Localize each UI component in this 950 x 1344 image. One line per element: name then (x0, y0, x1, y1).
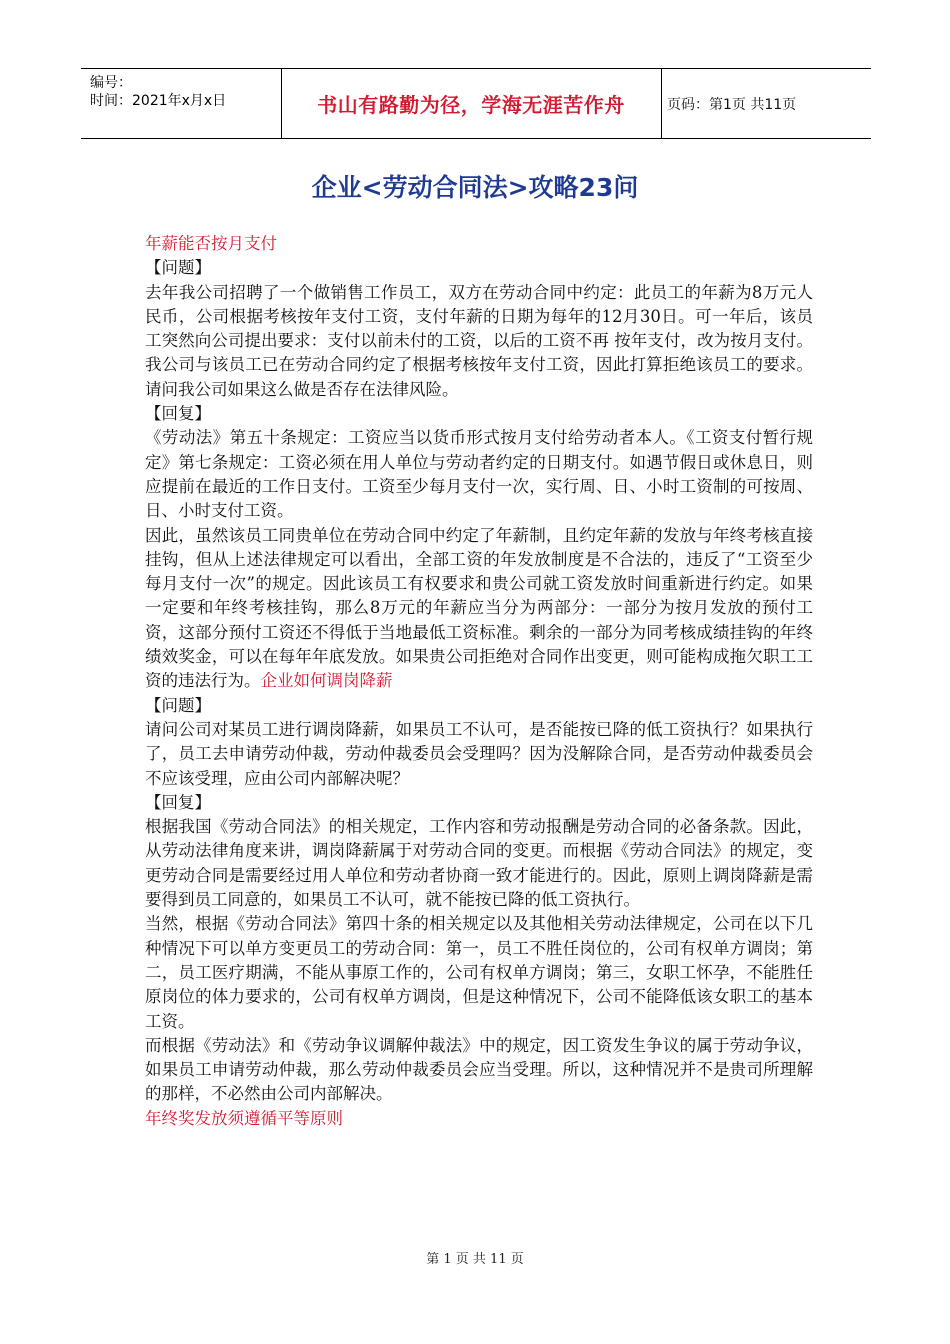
question-text: 去年我公司招聘了一个做销售工作员工，双方在劳动合同中约定：此员工的年薪为8万元人民币，公司根据考核按年支付工资，支付年薪的日期为每年的12月30日。可一年后，该员工突然向公司提出要求：支付以前未付的工资，以后的工资不再 按年支付，改为按月支付。我公司与该员工已在劳动合同约定了根据考核按年支付工资，因此打算拒绝该员工的要求。请问我公司如果这么做是否存在法律风险。 (145, 282, 813, 399)
document-title: 企业<劳动合同法>攻略23问 (311, 173, 639, 202)
answer-paragraph-with-heading (145, 524, 813, 694)
section-heading: 年薪能否按月支付 (145, 234, 277, 253)
header-page-cell (661, 69, 877, 138)
section-heading: 年终奖发放须遵循平等原则 (145, 1108, 343, 1128)
number-label: 编号： (90, 75, 132, 91)
answer-label: 【回复】 (145, 404, 211, 424)
question-label: 【问题】 (145, 695, 211, 715)
document-body (145, 232, 813, 1131)
page-info: 页码：第1页 共11页 (667, 96, 797, 113)
answer-paragraph: 《劳动法》第五十条规定：工资应当以货币形式按月支付给劳动者本人。《工资支付暂行规定》第七条规定：工资必须在用人单位与劳动者约定的日期支付。如遇节假日或休息日，则应提前在最近的工作日支付。工资至少每月支付一次，实行周、日、小时工资制的可按周、日、小时支付工资。 (145, 428, 813, 521)
answer-label: 【回复】 (145, 792, 211, 812)
question-label: 【问题】 (145, 258, 211, 278)
header-motto-cell (281, 69, 662, 138)
motto-text: 书山有路勤为径，学海无涯苦作舟 (317, 93, 625, 117)
time-label: 时间：2021年x月x日 (90, 93, 227, 109)
answer-paragraph: 而根据《劳动法》和《劳动争议调解仲裁法》中的规定，因工资发生争议的属于劳动争议，如果员工申请劳动仲裁，那么劳动仲裁委员会应当受理。所以，这种情况并不是贵司所理解的那样，不必然由公司内部解决。 (145, 1035, 813, 1104)
answer-paragraph: 因此，虽然该员工同贵单位在劳动合同中约定了年薪制，且约定年薪的发放与年终考核直接挂钩，但从上述法律规定可以看出，全部工资的年发放制度是不合法的，违反了“工资至少每月支付一次”的规定。因此该员工有权要求和贵公司就工资发放时间重新进行约定。如果一定要和年终考核挂钩，那么8万元的年薪应当分为两部分：一部分为按月发放的预付工资，这部分预付工资还不得低于当地最低工资标准。剩余的一部分为同考核成绩挂钩的年终绩效奖金，可以在每年年底发放。如果贵公司拒绝对合同作出变更，则可能构成拖欠职工工资的违法行为。 (145, 525, 813, 691)
answer-paragraph: 当然，根据《劳动合同法》第四十条的相关规定以及其他相关劳动法律规定，公司在以下几种情况下可以单方变更员工的劳动合同：第一，员工不胜任岗位的，公司有权单方调岗；第二，员工医疗期满，不能从事原工作的，公司有权单方调岗；第三，女职工怀孕，不能胜任原岗位的体力要求的，公司有权单方调岗，但是这种情况下，公司不能降低该女职工的基本工资。 (145, 914, 813, 1031)
question-text: 请问公司对某员工进行调岗降薪，如果员工不认可，是否能按已降的低工资执行？如果执行了，员工去申请劳动仲裁，劳动仲裁委员会受理吗？因为没解除合同，是否劳动仲裁委员会不应该受理，应由公司内部解决呢？ (145, 719, 813, 788)
answer-paragraph: 根据我国《劳动合同法》的相关规定，工作内容和劳动报酬是劳动合同的必备条款。因此，从劳动法律角度来讲，调岗降薪属于对劳动合同的变更。而根据《劳动合同法》的规定，变更劳动合同是需要经过用人单位和劳动者协商一致才能进行的。因此，原则上调岗降薪是需要得到员工同意的，如果员工不认可，就不能按已降的低工资执行。 (145, 817, 813, 910)
document-header (81, 68, 871, 139)
section-heading: 企业如何调岗降薪 (260, 671, 393, 691)
header-info-cell (81, 69, 282, 138)
page-footer: 第 1 页 共 11 页 (426, 1252, 524, 1267)
